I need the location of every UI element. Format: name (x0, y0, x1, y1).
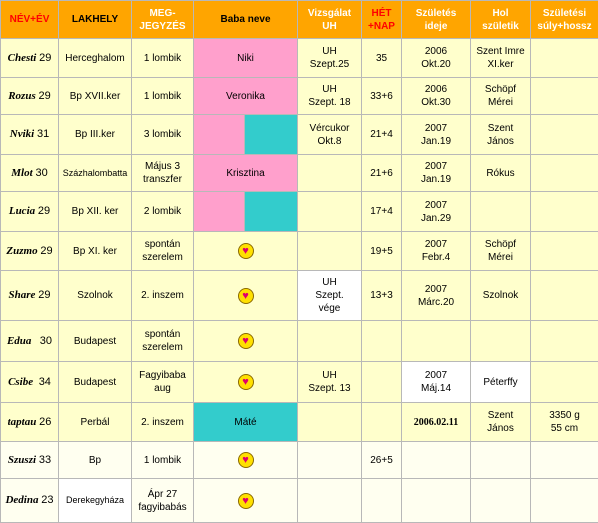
header-vizsgalat: Vizsgálat UH (298, 1, 362, 39)
ido-cell (402, 442, 471, 479)
table-row (1, 192, 598, 232)
uh-cell: UH Szept. vége (298, 271, 362, 321)
uh-cell (298, 403, 362, 442)
hol-cell: Szolnok (471, 271, 531, 321)
header-row (1, 1, 598, 39)
header-lakhely: LAKHELY (59, 1, 132, 39)
hol-cell (471, 321, 531, 362)
table-row (1, 479, 598, 523)
suly-cell (531, 321, 598, 362)
hol-cell (471, 192, 531, 232)
baba-cell-split (194, 192, 298, 232)
lakhely-cell: Százhalombatta (59, 155, 132, 192)
lakhely-cell: Bp (59, 442, 132, 479)
lakhely-cell: Perbál (59, 403, 132, 442)
name-cell (1, 232, 59, 271)
baba-cell (194, 271, 298, 321)
name-cell (1, 403, 59, 442)
het-cell: 35 (362, 39, 402, 78)
megjegyzes-cell: spontán szerelem (132, 232, 194, 271)
suly-cell (531, 362, 598, 403)
girl-swatch (194, 115, 245, 154)
nick: Chesti (7, 51, 37, 64)
lakhely-cell: Bp XII. ker (59, 192, 132, 232)
name-cell (1, 442, 59, 479)
suly-cell (531, 39, 598, 78)
suly-cell (531, 479, 598, 523)
age: 29 (39, 51, 52, 64)
table-row (1, 39, 598, 78)
lakhely-cell: Budapest (59, 321, 132, 362)
uh-cell (298, 155, 362, 192)
het-cell: 17+4 (362, 192, 402, 232)
name-cell (1, 271, 59, 321)
ido-cell: 2006.02.11 (402, 403, 471, 442)
name-cell (1, 321, 59, 362)
name-cell (1, 39, 59, 78)
nick: Edua (6, 334, 32, 347)
table-row (1, 115, 598, 155)
uh-cell: Vércukor Okt.8 (298, 115, 362, 155)
suly-cell: 3350 g 55 cm (531, 403, 598, 442)
megjegyzes-cell: 1 lombik (132, 39, 194, 78)
nick: Share (8, 289, 36, 301)
megjegyzes-cell: Fagyibaba aug (132, 362, 194, 403)
nick: Zuzmo (6, 244, 38, 257)
boy-swatch (245, 192, 298, 231)
baba-cell (194, 362, 298, 403)
hol-cell: Schöpf Mérei (471, 78, 531, 115)
ido-cell: 2007 Jan.19 (402, 115, 471, 155)
heart-smiley-icon (238, 333, 254, 349)
age: 30 (39, 334, 53, 347)
het-cell (362, 479, 402, 523)
megjegyzes-cell: 2. inszem (132, 271, 194, 321)
het-cell: 21+4 (362, 115, 402, 155)
header-het-nap: HÉT +NAP (362, 1, 402, 39)
heart-smiley-icon (238, 243, 254, 259)
nick: Nviki (9, 128, 35, 140)
age: 34 (38, 375, 51, 388)
ido-cell (402, 321, 471, 362)
header-hol-szuletik: Hol születik (471, 1, 531, 39)
lakhely-cell: Bp XI. ker (59, 232, 132, 271)
age: 29 (37, 205, 51, 217)
hol-cell: Rókus (471, 155, 531, 192)
header-szuletesi-suly: Születési súly+hossz (531, 1, 598, 39)
table-row (1, 442, 598, 479)
uh-cell (298, 192, 362, 232)
baba-cell-girl: Krisztina (194, 155, 298, 192)
hol-cell: Szent Imre XI.ker (471, 39, 531, 78)
table-row (1, 271, 598, 321)
suly-cell (531, 232, 598, 271)
name-cell (1, 115, 59, 155)
girl-swatch (194, 192, 245, 231)
megjegyzes-cell: Május 3 transzfer (132, 155, 194, 192)
heart-smiley-icon (238, 493, 254, 509)
heart-smiley-icon (238, 374, 254, 390)
megjegyzes-cell: 1 lombik (132, 442, 194, 479)
ido-cell: 2006 Okt.20 (402, 39, 471, 78)
uh-cell (298, 321, 362, 362)
nick: Mlot (11, 166, 33, 179)
age: 29 (38, 89, 51, 102)
lakhely-cell: Herceghalom (59, 39, 132, 78)
table-row (1, 403, 598, 442)
baba-cell-girl: Niki (194, 39, 298, 78)
age: 29 (40, 244, 53, 257)
table-row (1, 155, 598, 192)
baba-cell (194, 442, 298, 479)
het-cell (362, 403, 402, 442)
nick: Csibe (8, 375, 34, 388)
het-cell (362, 362, 402, 403)
lakhely-cell: Szolnok (59, 271, 132, 321)
lakhely-cell: Budapest (59, 362, 132, 403)
ido-cell: 2007 Jan.19 (402, 155, 471, 192)
ido-cell: 2006 Okt.30 (402, 78, 471, 115)
ido-cell (402, 479, 471, 523)
lakhely-cell: Bp III.ker (59, 115, 132, 155)
age: 29 (38, 289, 51, 301)
het-cell: 21+6 (362, 155, 402, 192)
name-cell (1, 192, 59, 232)
table-row (1, 362, 598, 403)
header-megjegyzes: MEG- JEGYZÉS (132, 1, 194, 39)
nick: Lucia (8, 205, 36, 217)
table-row (1, 78, 598, 115)
megjegyzes-cell: Ápr 27 fagyibabás (132, 479, 194, 523)
hol-cell (471, 442, 531, 479)
ido-cell: 2007 Márc.20 (402, 271, 471, 321)
baba-cell (194, 232, 298, 271)
uh-cell (298, 442, 362, 479)
age: 23 (41, 494, 54, 506)
baba-cell-boy: Máté (194, 403, 298, 442)
name-cell (1, 155, 59, 192)
age: 33 (38, 453, 52, 466)
ido-cell: 2007 Febr.4 (402, 232, 471, 271)
nick: taptau (7, 415, 37, 428)
table-row (1, 232, 598, 271)
suly-cell (531, 271, 598, 321)
megjegyzes-cell: 1 lombik (132, 78, 194, 115)
name-cell (1, 78, 59, 115)
boy-swatch (245, 115, 298, 154)
nick: Rozus (8, 89, 36, 102)
het-cell: 33+6 (362, 78, 402, 115)
megjegyzes-cell: 2 lombik (132, 192, 194, 232)
suly-cell (531, 78, 598, 115)
het-cell: 26+5 (362, 442, 402, 479)
suly-cell (531, 115, 598, 155)
baba-cell (194, 479, 298, 523)
suly-cell (531, 442, 598, 479)
age: 31 (36, 128, 50, 140)
hol-cell: Szent János (471, 403, 531, 442)
nick: Szuszi (7, 453, 37, 466)
hol-cell: Schöpf Mérei (471, 232, 531, 271)
suly-cell (531, 155, 598, 192)
heart-smiley-icon (238, 288, 254, 304)
name-cell (1, 479, 59, 523)
heart-smiley-icon (238, 452, 254, 468)
uh-cell: UH Szept. 18 (298, 78, 362, 115)
uh-cell: UH Szept. 13 (298, 362, 362, 403)
lakhely-cell: Bp XVII.ker (59, 78, 132, 115)
name-cell (1, 362, 59, 403)
suly-cell (531, 192, 598, 232)
ido-cell: 2007 Jan.29 (402, 192, 471, 232)
het-cell (362, 321, 402, 362)
nick: Dedina (5, 494, 39, 506)
uh-cell (298, 479, 362, 523)
ido-cell: 2007 Máj.14 (402, 362, 471, 403)
baba-cell (194, 321, 298, 362)
age: 30 (35, 166, 48, 179)
megjegyzes-cell: spontán szerelem (132, 321, 194, 362)
hol-cell (471, 479, 531, 523)
header-nev-ev: NÉV+ÉV (1, 1, 59, 39)
baba-cell-split (194, 115, 298, 155)
lakhely-cell: Derekegyháza (59, 479, 132, 523)
het-cell: 13+3 (362, 271, 402, 321)
header-baba-neve: Baba neve (194, 1, 298, 39)
uh-cell (298, 232, 362, 271)
table-row (1, 321, 598, 362)
uh-cell: UH Szept.25 (298, 39, 362, 78)
megjegyzes-cell: 3 lombik (132, 115, 194, 155)
het-cell: 19+5 (362, 232, 402, 271)
age: 26 (39, 415, 52, 428)
baba-cell-girl: Veronika (194, 78, 298, 115)
header-szuletes-ideje: Születés ideje (402, 1, 471, 39)
hol-cell: Péterffy (471, 362, 531, 403)
megjegyzes-cell: 2. inszem (132, 403, 194, 442)
hol-cell: Szent János (471, 115, 531, 155)
